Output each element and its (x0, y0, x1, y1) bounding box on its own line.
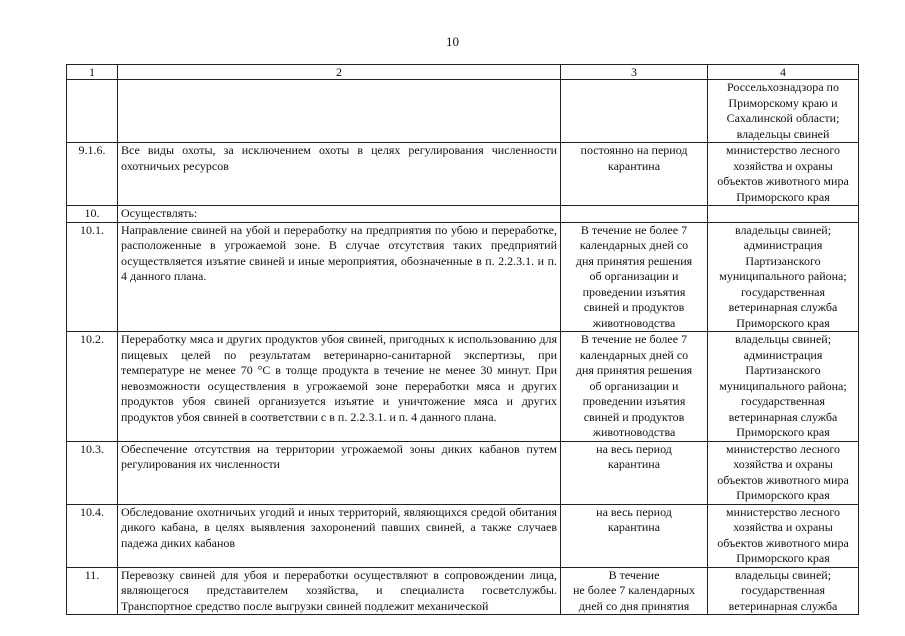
table-row (67, 567, 859, 615)
table-row (67, 441, 859, 504)
term-line: свиней и продуктов (583, 409, 685, 424)
term-line: проведении изъятия (582, 394, 686, 408)
responsible-line: владельцы свиней; (734, 332, 832, 346)
table-row (67, 143, 859, 206)
term-line: постоянно на период (580, 143, 688, 157)
header-col-2: 2 (118, 65, 561, 80)
responsible-line: министерство лесного (726, 143, 840, 157)
row-number: 10.4. (67, 504, 118, 567)
responsible-line: Партизанского (745, 363, 821, 377)
measure-term (561, 80, 708, 143)
responsible-line: объектов животного мира (717, 535, 849, 550)
responsible-line: хозяйства и охраны (733, 457, 833, 471)
term-line: календарных дней со (579, 238, 689, 252)
responsible-line: Приморскому краю и (728, 95, 838, 110)
responsible-line: Приморского края (736, 425, 830, 439)
measure-term (561, 441, 708, 504)
measure-text: Осуществлять: (118, 206, 561, 223)
row-number: 11. (67, 567, 118, 615)
responsible-line: министерство лесного (726, 441, 840, 456)
term-line: не более 7 календарных (572, 583, 696, 597)
responsible-line: Россельхознадзора по (727, 80, 839, 94)
responsible-line: Приморского края (736, 488, 830, 502)
responsible-line: ветеринарная служба (728, 409, 838, 424)
measure-text (118, 80, 561, 143)
term-line: карантина (607, 457, 661, 471)
measure-term (561, 206, 708, 223)
responsible-line: владельцы свиней; (734, 567, 832, 582)
responsible-line: ветеринарная служба (728, 300, 838, 314)
responsible-line: государственная (741, 394, 825, 408)
measures-table (66, 64, 859, 615)
responsible-party (708, 332, 859, 442)
responsible-party (708, 567, 859, 615)
row-number: 10. (67, 206, 118, 223)
term-line: В течение не более 7 (580, 332, 688, 346)
responsible-line: государственная (741, 583, 825, 597)
term-line: об организации и (589, 269, 679, 283)
responsible-line: государственная (741, 284, 825, 299)
responsible-party (708, 504, 859, 567)
term-line: В течение не более 7 (580, 222, 688, 237)
row-number: 10.1. (67, 222, 118, 332)
table-row (67, 332, 859, 442)
row-number: 9.1.6. (67, 143, 118, 206)
responsible-party (708, 206, 859, 223)
term-line: на весь период (596, 504, 672, 519)
measure-term (561, 222, 708, 332)
responsible-line: объектов животного мира (717, 472, 849, 487)
responsible-line: ветеринарная служба (728, 598, 838, 613)
responsible-line: Приморского края (736, 315, 830, 330)
term-line: животноводства (592, 425, 676, 439)
responsible-line: Партизанского (745, 253, 821, 268)
measure-text: Переработку мяса и других продуктов убоя свиней, пригодных к использованию для пищевых целей по результатам ветеринарно-санитарной экспертизы, при температуре не менее 70 °С в толще продукта в течение не менее 30 минут. При невозможности осуществления в угрожаемой зоне переработки мяса и других продуктов убоя свиней организуется изъятие и уничтожение мяса и других продуктов убоя свиней в соответствии с в п. 2.2.3.1. и п. 4 данного плана. (118, 332, 561, 442)
responsible-line: Приморского края (736, 551, 830, 565)
term-line: проведении изъятия (582, 284, 686, 299)
responsible-party (708, 143, 859, 206)
page-number: 10 (446, 34, 459, 49)
term-line: карантина (607, 158, 661, 173)
term-line: свиней и продуктов (583, 300, 685, 314)
term-line: дня принятия решения (575, 253, 693, 268)
term-line: дней со дня принятия (578, 598, 690, 613)
responsible-line: хозяйства и охраны (733, 158, 833, 173)
header-col-1: 1 (67, 65, 118, 80)
measure-term (561, 504, 708, 567)
measure-text: Перевозку свиней для убоя и переработки осуществляют в сопровождении лица, являющегося представителем хозяйства, и специалиста госветслужбы. Транспортное средство после выгрузки свиней подлежит механической (118, 567, 561, 615)
table-body (67, 80, 859, 615)
header-col-3: 3 (561, 65, 708, 80)
table-header (67, 65, 859, 80)
responsible-line: Приморского края (736, 189, 830, 204)
measure-term (561, 143, 708, 206)
measure-term (561, 332, 708, 442)
measure-text: Обеспечение отсутствия на территории угрожаемой зоны диких кабанов путем регулирования их численности (118, 441, 561, 504)
term-line: на весь период (596, 441, 672, 456)
responsible-line: администрация (743, 238, 823, 252)
term-line: животноводства (592, 315, 676, 330)
row-number: 10.3. (67, 441, 118, 504)
responsible-party (708, 80, 859, 143)
table-row (67, 504, 859, 567)
row-number: 10.2. (67, 332, 118, 442)
measure-text: Обследование охотничьих угодий и иных территорий, являющихся средой обитания дикого кабана, в целях выявления захоронений павших свиней, а также случаев падежа диких кабанов (118, 504, 561, 567)
term-line: дня принятия решения (575, 363, 693, 377)
responsible-line: муниципального района; (719, 378, 847, 393)
term-line: об организации и (589, 378, 679, 393)
measure-text: Все виды охоты, за исключением охоты в целях регулирования численности охотничьих ресурсов (118, 143, 561, 206)
responsible-party (708, 222, 859, 332)
table-row (67, 222, 859, 332)
responsible-line: хозяйства и охраны (733, 520, 833, 534)
responsible-line: объектов животного мира (717, 174, 849, 188)
responsible-party (708, 441, 859, 504)
term-line: В течение (608, 567, 660, 582)
responsible-line: администрация (743, 347, 823, 362)
term-line: календарных дней со (579, 347, 689, 362)
header-col-4: 4 (708, 65, 859, 80)
row-number (67, 80, 118, 143)
measure-term (561, 567, 708, 615)
measure-text: Направление свиней на убой и переработку на предприятия по убою и переработке, расположенные в угрожаемой зоне. В случае отсутствия таких предприятий осуществляется изъятие свиней и иные мероприятия, обозначенные в п. 2.2.3.1. и п. 4 данного плана. (118, 222, 561, 332)
responsible-line: Сахалинской области; (726, 111, 840, 125)
responsible-line: владельцы свиней (736, 126, 830, 141)
responsible-line: владельцы свиней; (734, 222, 832, 237)
table-row (67, 80, 859, 143)
responsible-line: министерство лесного (726, 504, 840, 519)
responsible-line: муниципального района; (719, 269, 847, 283)
table-row (67, 206, 859, 223)
term-line: карантина (607, 520, 661, 534)
